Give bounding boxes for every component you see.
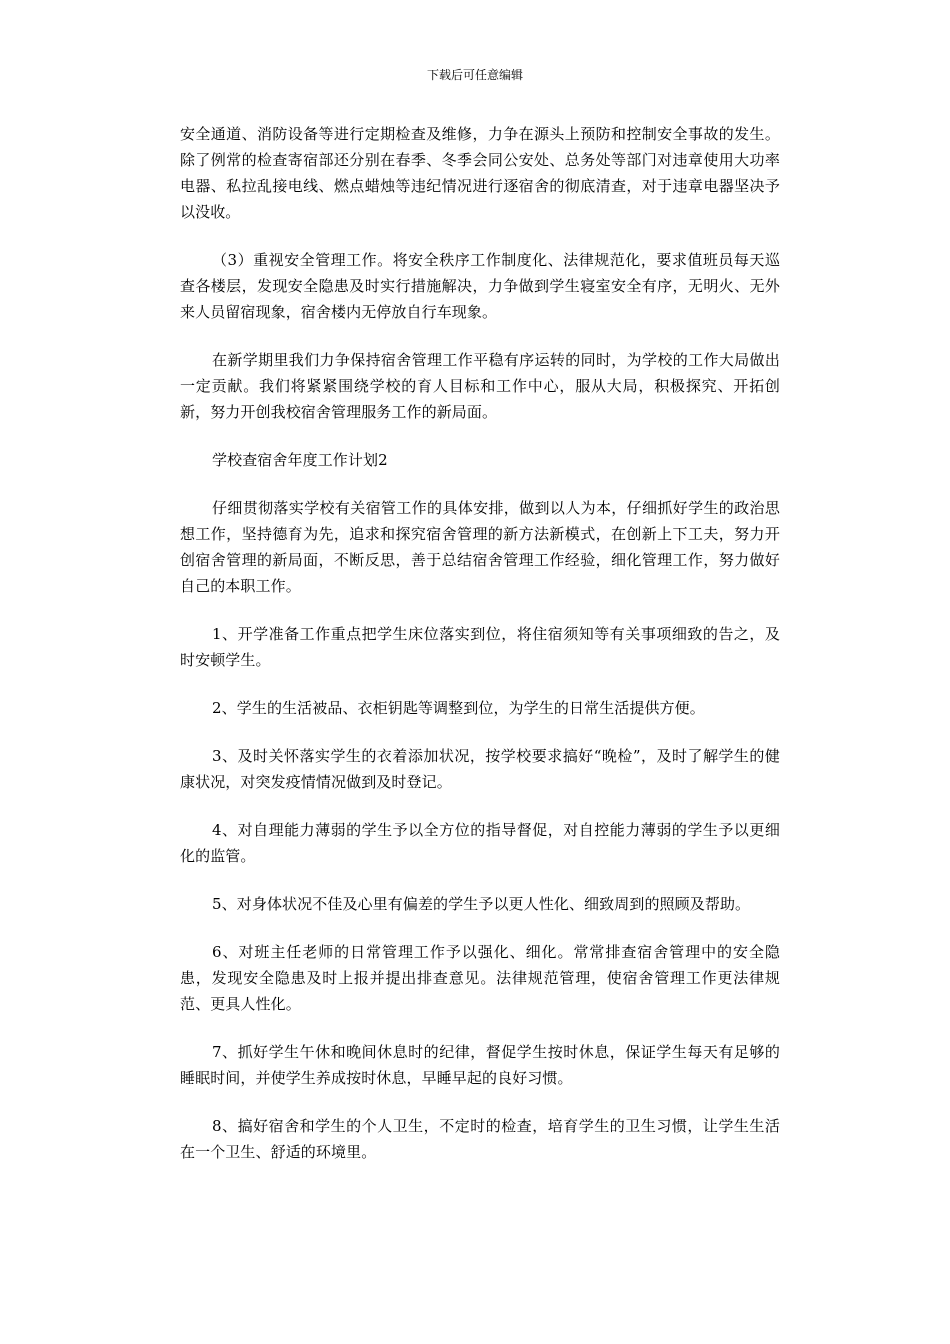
paragraph-safety-inspection: 安全通道、消防设备等进行定期检查及维修，力争在源头上预防和控制安全事故的发生。除了例常的检查寄宿部还分别在春季、冬季会同公安处、总务处等部门对违章使用大功率电器、私拉乱接电线、燃点蜡烛等违纪情况进行逐宿舍的彻底清查，对于违章电器坚决予以没收。	[180, 125, 780, 221]
paragraph-safety-management: （3）重视安全管理工作。将安全秩序工作制度化、法律规范化，要求值班员每天巡查各楼层，发现安全隐患及时实行措施解决，力争做到学生寝室安全有序，无明火、无外来人员留宿现象，宿舍楼内无停放自行车现象。	[180, 251, 780, 321]
page-header: 下载后可任意编辑	[426, 68, 523, 82]
section-heading: 学校查宿舍年度工作计划2	[212, 451, 388, 469]
paragraph-intro: 仔细贯彻落实学校有关宿管工作的具体安排，做到以人为本，仔细抓好学生的政治思想工作，坚持德育为先，追求和探究宿舍管理的新方法新模式，在创新上下工夫，努力开创宿舍管理的新局面，不断反思，善于总结宿舍管理工作经验，细化管理工作，努力做好自己的本职工作。	[180, 499, 780, 595]
list-item-6: 6、对班主任老师的日常管理工作予以强化、细化。常常排查宿舍管理中的安全隐患，发现安全隐患及时上报并提出排查意见。法律规范管理，使宿舍管理工作更法律规范、更具人性化。	[180, 943, 780, 1013]
list-item-5: 5、对身体状况不佳及心里有偏差的学生予以更人性化、细致周到的照顾及帮助。	[212, 895, 751, 913]
paragraph-new-semester: 在新学期里我们力争保持宿舍管理工作平稳有序运转的同时，为学校的工作大局做出一定贡献。我们将紧紧围绕学校的育人目标和工作中心，服从大局，积极探究、开拓创新，努力开创我校宿舍管理服务工作的新局面。	[180, 351, 780, 421]
list-item-8: 8、搞好宿舍和学生的个人卫生，不定时的检查，培育学生的卫生习惯，让学生生活在一个卫生、舒适的环境里。	[180, 1117, 780, 1161]
list-item-3: 3、及时关怀落实学生的衣着添加状况，按学校要求搞好“晚检”，及时了解学生的健康状况，对突发疫情情况做到及时登记。	[180, 747, 780, 791]
list-item-4: 4、对自理能力薄弱的学生予以全方位的指导督促，对自控能力薄弱的学生予以更细化的监管。	[180, 821, 780, 865]
document-body	[180, 121, 780, 1187]
list-item-2: 2、学生的生活被品、衣柜钥匙等调整到位，为学生的日常生活提供方便。	[212, 699, 705, 717]
list-item-1: 1、开学准备工作重点把学生床位落实到位，将住宿须知等有关事项细致的告之，及时安顿学生。	[180, 625, 780, 669]
list-item-7: 7、抓好学生午休和晚间休息时的纪律，督促学生按时休息，保证学生每天有足够的睡眠时间，并使学生养成按时休息，早睡早起的良好习惯。	[180, 1043, 780, 1087]
